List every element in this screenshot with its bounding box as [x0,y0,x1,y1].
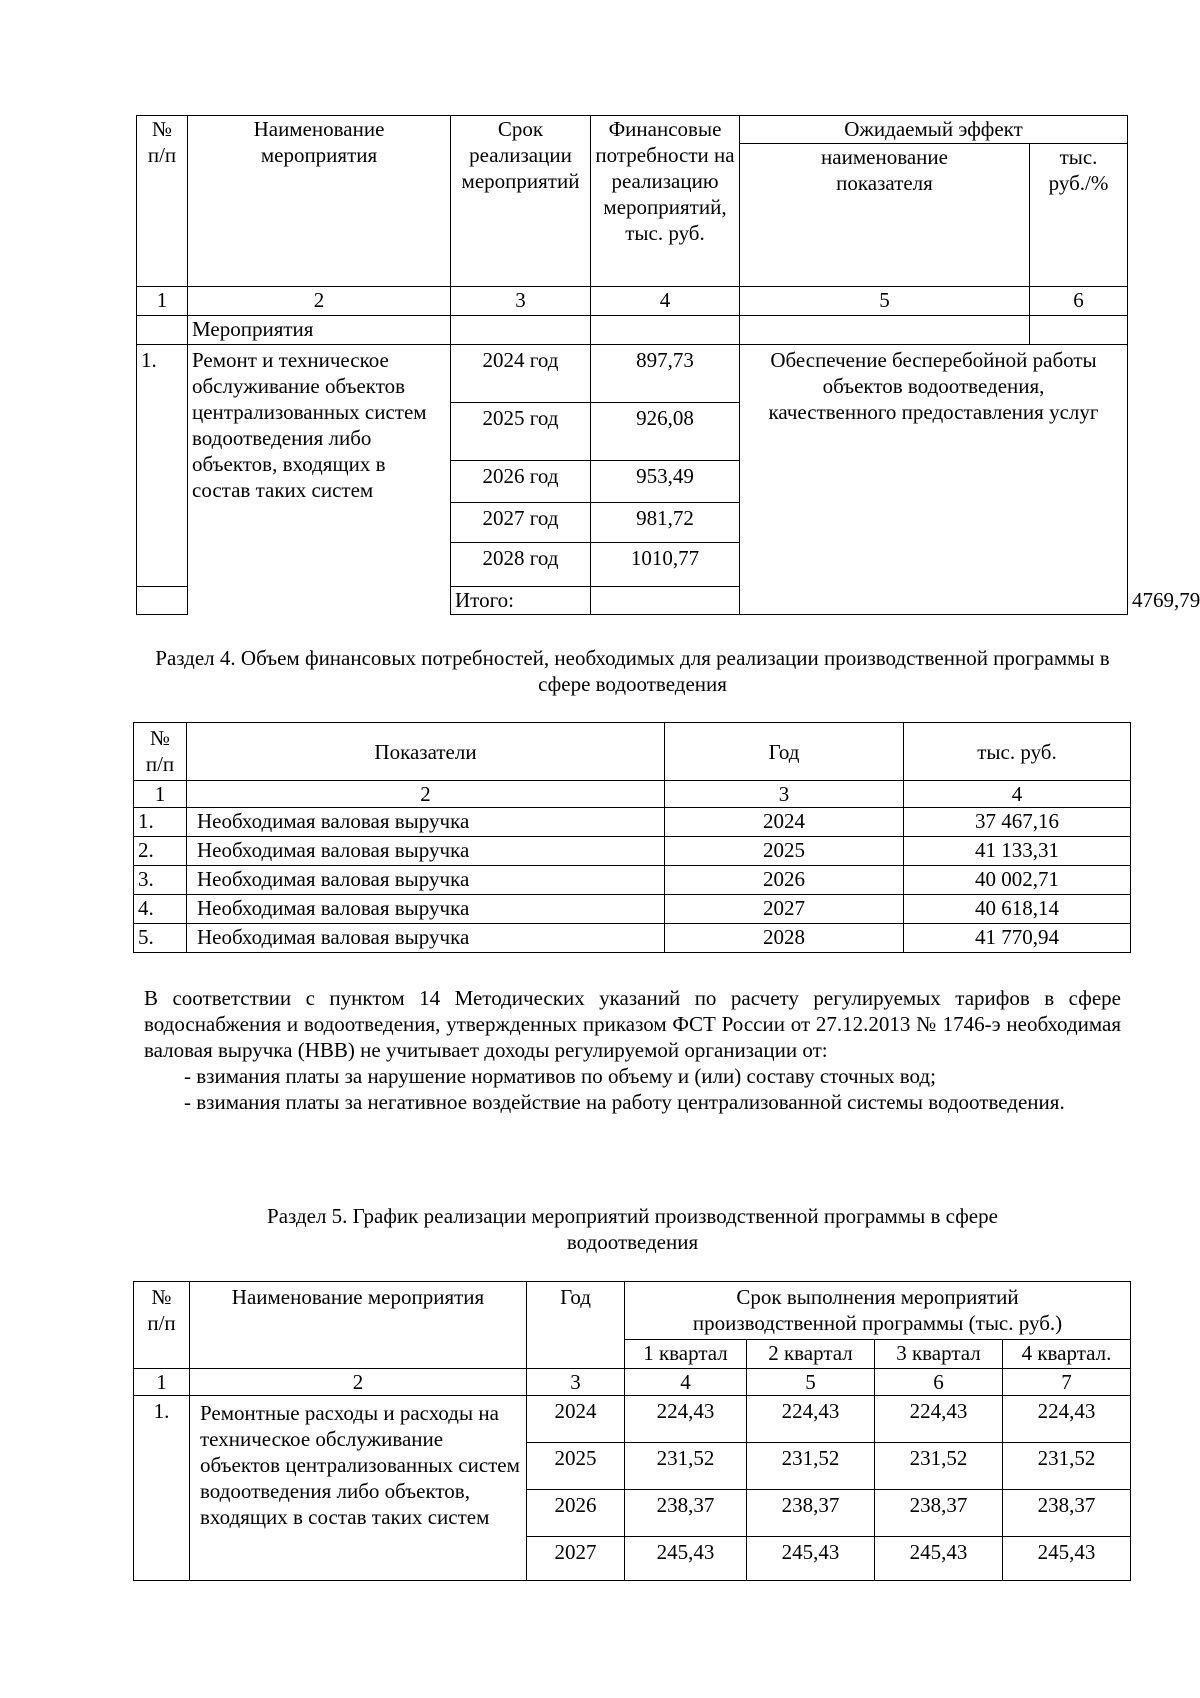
header-q4: 4 квартал. [1003,1340,1131,1369]
revenue-table [133,722,1131,953]
row-value: 41 133,31 [904,837,1131,866]
header-num: № п/п [137,116,188,287]
table-row [134,837,1131,866]
row-value: 926,08 [591,403,740,461]
col-number: 1 [137,287,188,316]
row-name: Необходимая валовая выручка [187,895,665,924]
table-row [134,1396,1131,1443]
row-num: 4. [134,895,187,924]
tariff-paragraph [144,985,1121,1115]
col-number: 6 [875,1369,1003,1396]
item-name: Ремонтные расходы и расходы на техническое обслуживание объектов централизованных систем водоотведения либо объектов, входящих в состав таких систем [190,1396,527,1581]
measures-table: № п/п Наименование мероприятия Срок реализации мероприятий Финансовые потребности на реализацию мероприятий, тыс. руб. Ожидаемый эффект наименование показателя тыс. руб./% 1 2 3 4 5 6 Мероприятия 1. Ремонт и техническое обслуживание объектов централизованных систем водоотведения либо объектов, входящих в состав таких систем 2024 год 897,73 Обеспечение бесперебойной работы объектов водоотведения, качественного предоставления услуг 2025 год 926,08 2026 год 953,49 2027 год 981,72 2028 год 1010,77 Итого: 4769,79 [136,115,1128,615]
section5-title: Раздел 5. График реализации мероприятий производственной программы в сфере водоотведения [267,1204,998,1254]
item-num: 1. [134,1396,190,1581]
header-indicator: Показатели [187,723,665,781]
row-q3: 231,52 [875,1443,1003,1490]
col-number: 7 [1003,1369,1131,1396]
paragraph-bullet-2: - взимания платы за негативное воздействие на работу централизованной системы водоотведения. [184,1090,1065,1114]
row-value: 981,72 [591,503,740,543]
table-row [134,866,1131,895]
row-year: 2025 [527,1443,625,1490]
col-number: 4 [625,1369,747,1396]
col-number: 3 [451,287,591,316]
header-q2: 2 квартал [747,1340,875,1369]
col-number: 2 [190,1369,527,1396]
table-row [134,895,1131,924]
row-year: 2025 год [451,403,591,461]
table-row [134,924,1131,953]
header-indicator: наименование показателя [740,144,1030,287]
row-q4: 245,43 [1003,1537,1131,1581]
row-num: 2. [134,837,187,866]
row-value: 897,73 [591,345,740,403]
row-q4: 224,43 [1003,1396,1131,1443]
header-num: № п/п [134,723,187,781]
header-q3: 3 квартал [875,1340,1003,1369]
effect-text: Обеспечение бесперебойной работы объектов водоотведения, качественного предоставления услуг [740,345,1128,615]
row-q2: 238,37 [747,1490,875,1537]
row-num: 1. [134,808,187,837]
row-value: 1010,77 [591,543,740,587]
header-name: Наименование мероприятия [190,1282,527,1369]
section4-title: Раздел 4. Объем финансовых потребностей, необходимых для реализации производственной программы в сфере водоотведения [155,646,1110,696]
header-term: Срок реализации мероприятий [451,116,591,287]
row-value: 40 618,14 [904,895,1131,924]
header-effect: Ожидаемый эффект [740,116,1128,144]
row-year: 2026 [665,866,904,895]
row-name: Необходимая валовая выручка [187,837,665,866]
row-q3: 238,37 [875,1490,1003,1537]
row-q1: 238,37 [625,1490,747,1537]
row-q2: 231,52 [747,1443,875,1490]
col-number: 2 [188,287,451,316]
row-q1: 224,43 [625,1396,747,1443]
row-year: 2027 [527,1537,625,1581]
row-year: 2028 [665,924,904,953]
col-number: 3 [527,1369,625,1396]
row-q2: 224,43 [747,1396,875,1443]
header-term: Срок выполнения мероприятий производственной программы (тыс. руб.) [625,1282,1131,1340]
row-year: 2028 год [451,543,591,587]
header-name: Наименование мероприятия [188,116,451,287]
col-number: 1 [134,1369,190,1396]
paragraph-bullet-1: - взимания платы за нарушение нормативов по объему и (или) составу сточных вод; [184,1064,936,1088]
header-year: Год [527,1282,625,1369]
row-year: 2027 год [451,503,591,543]
header-num: № п/п [134,1282,190,1369]
row-year: 2024 [665,808,904,837]
header-unit: тыс. руб. [904,723,1131,781]
row-q3: 224,43 [875,1396,1003,1443]
row-name: Необходимая валовая выручка [187,924,665,953]
row-year: 2024 [527,1396,625,1443]
row-value: 37 467,16 [904,808,1131,837]
row-value: 953,49 [591,461,740,503]
row-q3: 245,43 [875,1537,1003,1581]
col-number: 6 [1030,287,1128,316]
col-number: 4 [904,781,1131,808]
col-number: 4 [591,287,740,316]
row-value: 40 002,71 [904,866,1131,895]
row-num: 5. [134,924,187,953]
header-fin: Финансовые потребности на реализацию мероприятий, тыс. руб. [591,116,740,287]
header-unit: тыс. руб./% [1030,144,1128,287]
col-number: 5 [740,287,1030,316]
header-q1: 1 квартал [625,1340,747,1369]
table-row [134,808,1131,837]
row-name: Необходимая валовая выручка [187,866,665,895]
row-q4: 238,37 [1003,1490,1131,1537]
row-name: Необходимая валовая выручка [187,808,665,837]
col-number: 3 [665,781,904,808]
row-year: 2026 год [451,461,591,503]
header-year: Год [665,723,904,781]
row-q1: 231,52 [625,1443,747,1490]
row-year: 2027 [665,895,904,924]
row-num: 3. [134,866,187,895]
row-year: 2026 [527,1490,625,1537]
section-label: Мероприятия [188,316,451,345]
item-name: Ремонт и техническое обслуживание объектов централизованных систем водоотведения либо объектов, входящих в состав таких систем [188,345,451,615]
col-number: 2 [187,781,665,808]
schedule-table [133,1281,1131,1581]
col-number: 1 [134,781,187,808]
row-year: 2024 год [451,345,591,403]
row-q1: 245,43 [625,1537,747,1581]
item-num: 1. [137,345,188,587]
row-value: 41 770,94 [904,924,1131,953]
row-year: 2025 [665,837,904,866]
total-label: Итого: [451,587,591,615]
col-number: 5 [747,1369,875,1396]
row-q4: 231,52 [1003,1443,1131,1490]
paragraph-main: В соответствии с пунктом 14 Методических указаний по расчету регулируемых тарифов в сфере водоснабжения и водоотведения, утвержденных приказом ФСТ России от 27.12.2013 № 1746-э необходимая валовая выручка (НВВ) не учитывает доходы регулируемой организации от: [144,986,1121,1062]
row-q2: 245,43 [747,1537,875,1581]
